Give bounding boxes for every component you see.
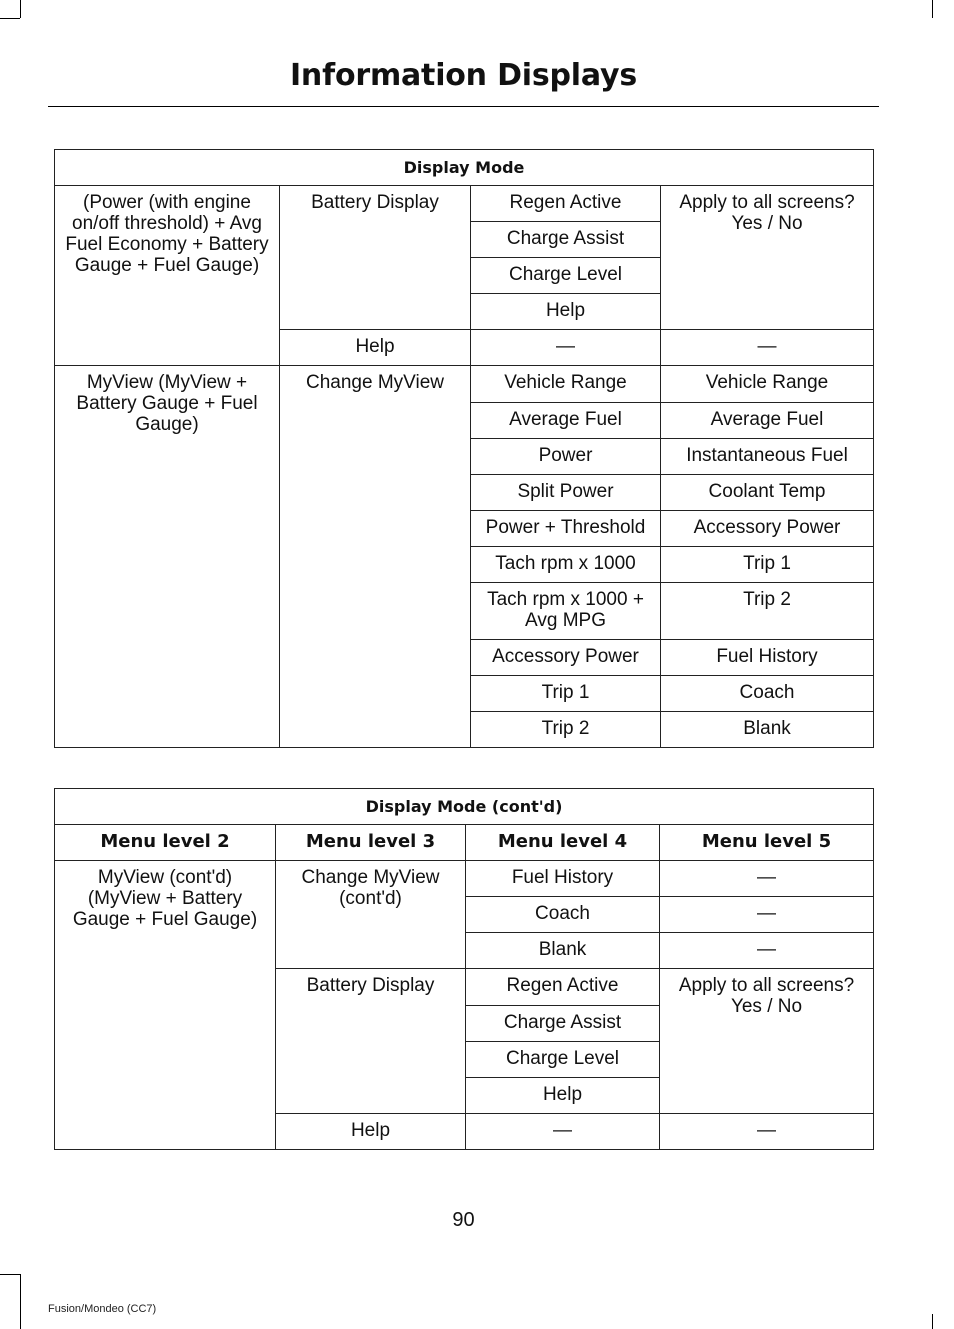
table-cell: Average Fuel [471, 403, 661, 439]
table-cell: Accessory Power [471, 640, 661, 676]
table-caption: Display Mode (cont'd) [55, 789, 874, 825]
change-myview-cell: Change MyView [280, 366, 471, 748]
table-cell: Fuel History [466, 861, 660, 897]
column-header: Menu level 5 [660, 825, 874, 861]
crop-mark [932, 0, 933, 18]
table-cell: Accessory Power [661, 511, 874, 547]
crop-mark [20, 0, 21, 18]
table-cell: Average Fuel [661, 403, 874, 439]
table-cell: Help [280, 330, 471, 366]
crop-mark [0, 18, 20, 19]
table-cell: Help [466, 1078, 660, 1114]
table-cell: — [660, 1114, 874, 1150]
power-menu-cell: (Power (with engine on/off threshold) + Avg Fuel Economy + Battery Gauge + Fuel Gauge) [55, 186, 280, 366]
table-cell: Fuel History [661, 640, 874, 676]
footer-model-text: Fusion/Mondeo (CC7) [48, 1303, 157, 1315]
apply-all-screens-cell: Apply to all screens? Yes / No [661, 186, 874, 330]
table-cell: — [660, 861, 874, 897]
table-cell: — [661, 330, 874, 366]
table-cell: Instantaneous Fuel [661, 439, 874, 475]
table-cell: Coolant Temp [661, 475, 874, 511]
page-title: Information Displays [289, 58, 638, 93]
myview-contd-cell: MyView (cont'd) (MyView + Battery Gauge + Fuel Gauge) [55, 861, 276, 1150]
myview-menu-cell: MyView (MyView + Battery Gauge + Fuel Gauge) [55, 366, 280, 748]
table-cell: Charge Assist [471, 222, 661, 258]
table-cell: Split Power [471, 475, 661, 511]
page-number: 90 [452, 1209, 475, 1231]
table-cell: Power + Threshold [471, 511, 661, 547]
table-caption: Display Mode [55, 150, 874, 186]
title-divider [48, 106, 879, 107]
table-cell: Help [276, 1114, 466, 1150]
table-cell: Help [471, 294, 661, 330]
table-cell: Charge Level [471, 258, 661, 294]
display-mode-contd-table [54, 788, 874, 1150]
table-cell: Trip 2 [471, 712, 661, 748]
change-myview-contd-cell: Change MyView (cont'd) [276, 861, 466, 969]
table-cell: Coach [466, 897, 660, 933]
column-header: Menu level 3 [276, 825, 466, 861]
crop-mark [932, 1314, 933, 1329]
table-cell: Trip 1 [661, 547, 874, 583]
crop-mark [20, 1274, 21, 1329]
display-mode-table [54, 149, 874, 748]
table-cell: Trip 1 [471, 676, 661, 712]
table-cell: Trip 2 [661, 583, 874, 640]
table-cell: — [660, 933, 874, 969]
crop-mark [0, 1274, 20, 1275]
table-cell: Coach [661, 676, 874, 712]
apply-all-screens-cell: Apply to all screens? Yes / No [660, 969, 874, 1114]
table-cell: Charge Level [466, 1042, 660, 1078]
battery-display-cell: Battery Display [276, 969, 466, 1114]
table-cell: Power [471, 439, 661, 475]
table-cell: — [471, 330, 661, 366]
battery-display-cell: Battery Display [280, 186, 471, 330]
table-cell: Tach rpm x 1000 + Avg MPG [471, 583, 661, 640]
table-cell: Blank [466, 933, 660, 969]
table-cell: Charge Assist [466, 1006, 660, 1042]
column-header: Menu level 2 [55, 825, 276, 861]
table-cell: Tach rpm x 1000 [471, 547, 661, 583]
table-cell: Blank [661, 712, 874, 748]
table-cell: — [660, 897, 874, 933]
table-cell: Vehicle Range [471, 366, 661, 403]
table-cell: Vehicle Range [661, 366, 874, 403]
column-header: Menu level 4 [466, 825, 660, 861]
table-cell: — [466, 1114, 660, 1150]
table-cell: Regen Active [471, 186, 661, 222]
table-cell: Regen Active [466, 969, 660, 1006]
